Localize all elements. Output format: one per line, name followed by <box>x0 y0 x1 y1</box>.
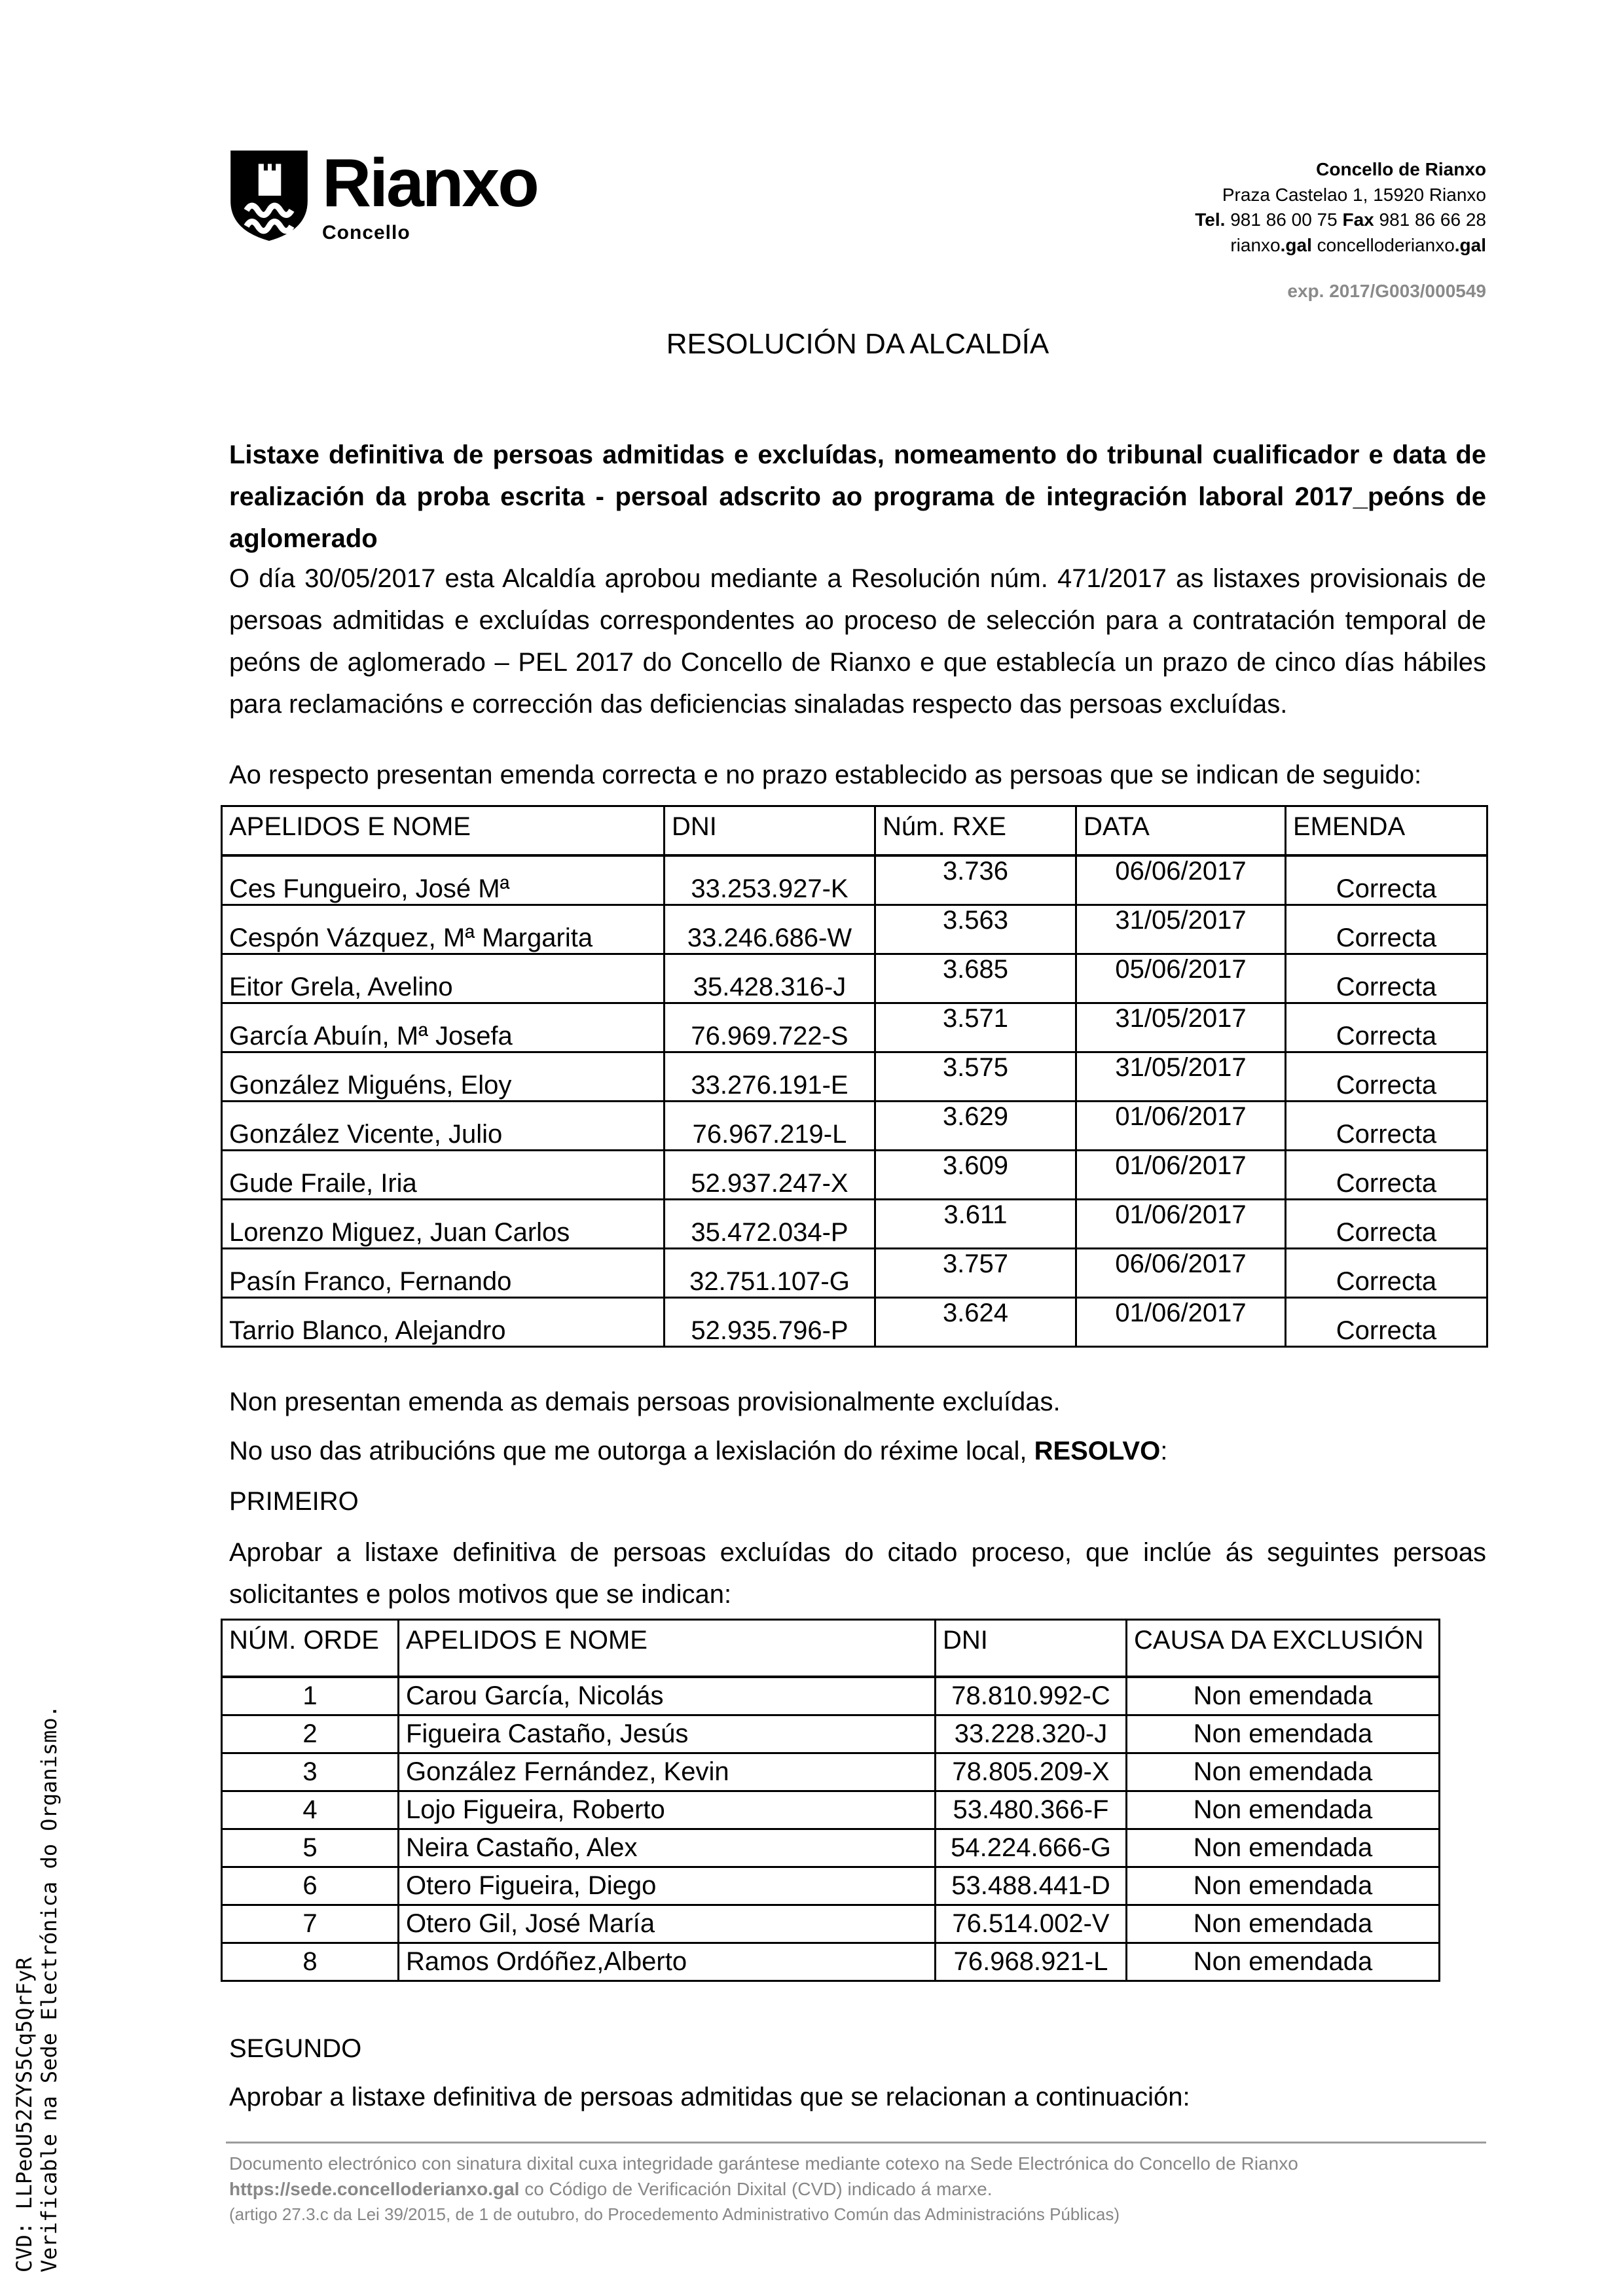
cell-date: 31/05/2017 <box>1076 1003 1286 1052</box>
table-row <box>222 1867 1440 1905</box>
cell-dni: 78.810.992-C <box>936 1677 1127 1715</box>
cell-num: 2 <box>222 1715 399 1753</box>
col-dni: DNI <box>936 1620 1127 1677</box>
col-emenda: EMENDA <box>1286 806 1487 856</box>
cell-emenda: Correcta <box>1286 1200 1487 1249</box>
table-row <box>222 1791 1440 1829</box>
logo-subtitle: Concello <box>322 222 410 244</box>
emendas-table <box>221 805 1488 1348</box>
cell-rxe: 3.609 <box>875 1151 1076 1200</box>
cell-name: Carou García, Nicolás <box>399 1677 936 1715</box>
web2-tld: .gal <box>1454 234 1486 255</box>
cell-num: 4 <box>222 1791 399 1829</box>
logo-brand: Rianxo <box>322 145 538 221</box>
cell-name: Lojo Figueira, Roberto <box>399 1791 936 1829</box>
paragraph-resolvo <box>229 1430 1486 1472</box>
web2-name: concelloderianxo <box>1311 234 1455 255</box>
cell-emenda: Correcta <box>1286 954 1487 1003</box>
table-row <box>222 1677 1440 1715</box>
cvd-verify-text: Verificable na Sede Electrónica do Organismo. <box>37 1705 62 2272</box>
paragraph-antecedents: O día 30/05/2017 esta Alcaldía aprobou mediante a Resolución núm. 471/2017 as listaxes provisionais de persoas admitidas e excluídas correspondentes ao proceso de selección para a contratación temporal de peóns de aglomerado – PEL 2017 do Concello de Rianxo e que establecía un prazo de cinco días hábiles para reclamacións e corrección das deficiencias sinaladas respecto das persoas excluídas. <box>229 564 1486 719</box>
cell-dni: 53.480.366-F <box>936 1791 1127 1829</box>
cvd-sidebar <box>12 1705 62 2272</box>
table-row <box>222 855 1487 905</box>
col-apelidos: APELIDOS E NOME <box>399 1620 936 1677</box>
table-row <box>222 1003 1487 1052</box>
cell-causa: Non emendada <box>1127 1715 1440 1753</box>
col-causa: CAUSA DA EXCLUSIÓN <box>1127 1620 1440 1677</box>
cell-num: 6 <box>222 1867 399 1905</box>
cell-name: Eitor Grela, Avelino <box>222 954 665 1003</box>
cell-causa: Non emendada <box>1127 1677 1440 1715</box>
contact-block <box>1195 157 1486 304</box>
cell-rxe: 3.624 <box>875 1298 1076 1347</box>
cell-name: Gude Fraile, Iria <box>222 1151 665 1200</box>
cell-rxe: 3.563 <box>875 905 1076 954</box>
table-row <box>222 1943 1440 1981</box>
cell-dni: 78.805.209-X <box>936 1753 1127 1791</box>
table-row <box>222 1052 1487 1102</box>
cell-dni: 76.968.921-L <box>936 1943 1127 1981</box>
cell-name: Ramos Ordóñez,Alberto <box>399 1943 936 1981</box>
cell-name: García Abuín, Mª Josefa <box>222 1003 665 1052</box>
cell-dni: 53.488.441-D <box>936 1867 1127 1905</box>
paragraph-admitidas-intro: Aprobar a listaxe definitiva de persoas admitidas que se relacionan a continuación: <box>229 2083 1190 2111</box>
cell-name: González Miguéns, Eloy <box>222 1052 665 1102</box>
table-header-row <box>222 1620 1440 1677</box>
table-row <box>222 1905 1440 1943</box>
paragraph-non-presentan: Non presentan emenda as demais persoas provisionalmente excluídas. <box>229 1388 1061 1416</box>
footer-line1: Documento electrónico con sinatura dixital cuxa integridade garántese mediante cotexo na Sede Electrónica do Concello de Rianxo <box>229 2153 1298 2174</box>
expedient-number: exp. 2017/G003/000549 <box>1287 281 1486 301</box>
footer-block <box>229 2151 1499 2227</box>
cell-name: González Vicente, Julio <box>222 1102 665 1151</box>
table-row <box>222 1249 1487 1298</box>
cell-dni: 35.472.034-P <box>665 1200 875 1249</box>
table-row <box>222 1298 1487 1347</box>
footer-divider <box>226 2142 1486 2144</box>
cell-num: 1 <box>222 1677 399 1715</box>
cell-name: Figueira Castaño, Jesús <box>399 1715 936 1753</box>
footer-line3: (artigo 27.3.c da Lei 39/2015, de 1 de outubro, do Procedemento Administrativo Común das Administracións Públicas) <box>229 2204 1120 2224</box>
tel-value: 981 86 00 75 <box>1225 209 1343 230</box>
cvd-code: CVD: LLPeoU52ZYS5Cq5QrFyR <box>12 1957 37 2272</box>
cell-dni: 35.428.316-J <box>665 954 875 1003</box>
table-row <box>222 905 1487 954</box>
cell-num: 3 <box>222 1753 399 1791</box>
cell-rxe: 3.575 <box>875 1052 1076 1102</box>
web1-tld: .gal <box>1280 234 1312 255</box>
cell-emenda: Correcta <box>1286 855 1487 905</box>
cell-name: Lorenzo Miguez, Juan Carlos <box>222 1200 665 1249</box>
rianxo-logo <box>229 145 538 244</box>
cell-emenda: Correcta <box>1286 1151 1487 1200</box>
cell-date: 01/06/2017 <box>1076 1102 1286 1151</box>
cell-date: 01/06/2017 <box>1076 1200 1286 1249</box>
cell-date: 31/05/2017 <box>1076 1052 1286 1102</box>
col-num-orde: NÚM. ORDE <box>222 1620 399 1677</box>
cell-num: 5 <box>222 1829 399 1867</box>
heading-segundo: SEGUNDO <box>229 2034 362 2063</box>
cell-dni: 33.228.320-J <box>936 1715 1127 1753</box>
cell-name: González Fernández, Kevin <box>399 1753 936 1791</box>
logo-text <box>322 145 538 244</box>
resolvo-prefix: No uso das atribucións que me outorga a lexislación do réxime local, <box>229 1437 1034 1465</box>
resolvo-suffix: : <box>1160 1437 1168 1465</box>
cell-dni: 76.514.002-V <box>936 1905 1127 1943</box>
cell-dni: 33.276.191-E <box>665 1052 875 1102</box>
cell-causa: Non emendada <box>1127 1753 1440 1791</box>
col-rxe: Núm. RXE <box>875 806 1076 856</box>
fax-label: Fax <box>1342 209 1374 230</box>
col-dni: DNI <box>665 806 875 856</box>
cell-rxe: 3.685 <box>875 954 1076 1003</box>
cell-dni: 76.969.722-S <box>665 1003 875 1052</box>
cell-date: 06/06/2017 <box>1076 1249 1286 1298</box>
cell-causa: Non emendada <box>1127 1791 1440 1829</box>
resolvo-word: RESOLVO <box>1034 1437 1161 1465</box>
table-row <box>222 1753 1440 1791</box>
sede-url: https://sede.concelloderianxo.gal <box>229 2179 520 2199</box>
cell-name: Tarrio Blanco, Alejandro <box>222 1298 665 1347</box>
col-data: DATA <box>1076 806 1286 856</box>
cell-rxe: 3.629 <box>875 1102 1076 1151</box>
cell-name: Neira Castaño, Alex <box>399 1829 936 1867</box>
document-title: RESOLUCIÓN DA ALCALDÍA <box>666 328 1049 360</box>
cell-dni: 52.935.796-P <box>665 1298 875 1347</box>
cell-dni: 32.751.107-G <box>665 1249 875 1298</box>
cell-date: 01/06/2017 <box>1076 1298 1286 1347</box>
fax-value: 981 86 66 28 <box>1374 209 1486 230</box>
table-row <box>222 1151 1487 1200</box>
footer-line2-rest: co Código de Verificación Dixital (CVD) indicado á marxe. <box>519 2179 993 2199</box>
excluidas-table <box>221 1619 1440 1982</box>
contact-org: Concello de Rianxo <box>1316 159 1486 179</box>
cell-emenda: Correcta <box>1286 1102 1487 1151</box>
cell-dni: 33.253.927-K <box>665 855 875 905</box>
cell-rxe: 3.757 <box>875 1249 1076 1298</box>
table-row <box>222 1715 1440 1753</box>
cell-rxe: 3.611 <box>875 1200 1076 1249</box>
intro-heading: Listaxe definitiva de persoas admitidas e excluídas, nomeamento do tribunal cualificador e data de realización da proba escrita - persoal adscrito ao programa de integración laboral 2017_peóns de aglomerado <box>229 440 1486 553</box>
table-row <box>222 1829 1440 1867</box>
contact-address: Praza Castelao 1, 15920 Rianxo <box>1222 184 1486 205</box>
cell-causa: Non emendada <box>1127 1943 1440 1981</box>
cell-name: Otero Gil, José María <box>399 1905 936 1943</box>
rianxo-shield-icon <box>229 149 309 244</box>
cell-date: 05/06/2017 <box>1076 954 1286 1003</box>
cell-name: Ces Fungueiro, José Mª <box>222 855 665 905</box>
cell-dni: 52.937.247-X <box>665 1151 875 1200</box>
tel-label: Tel. <box>1195 209 1226 230</box>
cell-dni: 54.224.666-G <box>936 1829 1127 1867</box>
web1-name: rianxo <box>1230 234 1281 255</box>
table-row <box>222 1102 1487 1151</box>
cell-emenda: Correcta <box>1286 1298 1487 1347</box>
contact-web <box>1195 233 1486 259</box>
cell-emenda: Correcta <box>1286 1003 1487 1052</box>
cell-num: 7 <box>222 1905 399 1943</box>
paragraph-excluidas-intro: Aprobar a listaxe definitiva de persoas excluídas do citado proceso, que inclúe ás seguintes persoas solicitantes e polos motivos que se indican: <box>229 1538 1486 1609</box>
cell-emenda: Correcta <box>1286 905 1487 954</box>
col-apelidos: APELIDOS E NOME <box>222 806 665 856</box>
cell-emenda: Correcta <box>1286 1052 1487 1102</box>
cell-dni: 33.246.686-W <box>665 905 875 954</box>
cell-name: Cespón Vázquez, Mª Margarita <box>222 905 665 954</box>
cell-causa: Non emendada <box>1127 1829 1440 1867</box>
cell-rxe: 3.736 <box>875 855 1076 905</box>
cell-date: 01/06/2017 <box>1076 1151 1286 1200</box>
cell-num: 8 <box>222 1943 399 1981</box>
cell-date: 31/05/2017 <box>1076 905 1286 954</box>
cell-causa: Non emendada <box>1127 1867 1440 1905</box>
contact-phone <box>1195 207 1486 233</box>
cell-name: Pasín Franco, Fernando <box>222 1249 665 1298</box>
heading-primeiro: PRIMEIRO <box>229 1487 359 1516</box>
table-header-row <box>222 806 1487 856</box>
cell-rxe: 3.571 <box>875 1003 1076 1052</box>
paragraph-emendas-intro: Ao respecto presentan emenda correcta e no prazo establecido as persoas que se indican de seguido: <box>229 761 1422 789</box>
cell-emenda: Correcta <box>1286 1249 1487 1298</box>
cell-dni: 76.967.219-L <box>665 1102 875 1151</box>
table-row <box>222 1200 1487 1249</box>
cell-date: 06/06/2017 <box>1076 855 1286 905</box>
cell-causa: Non emendada <box>1127 1905 1440 1943</box>
cell-name: Otero Figueira, Diego <box>399 1867 936 1905</box>
footer-line2 <box>229 2176 1499 2202</box>
table-row <box>222 954 1487 1003</box>
